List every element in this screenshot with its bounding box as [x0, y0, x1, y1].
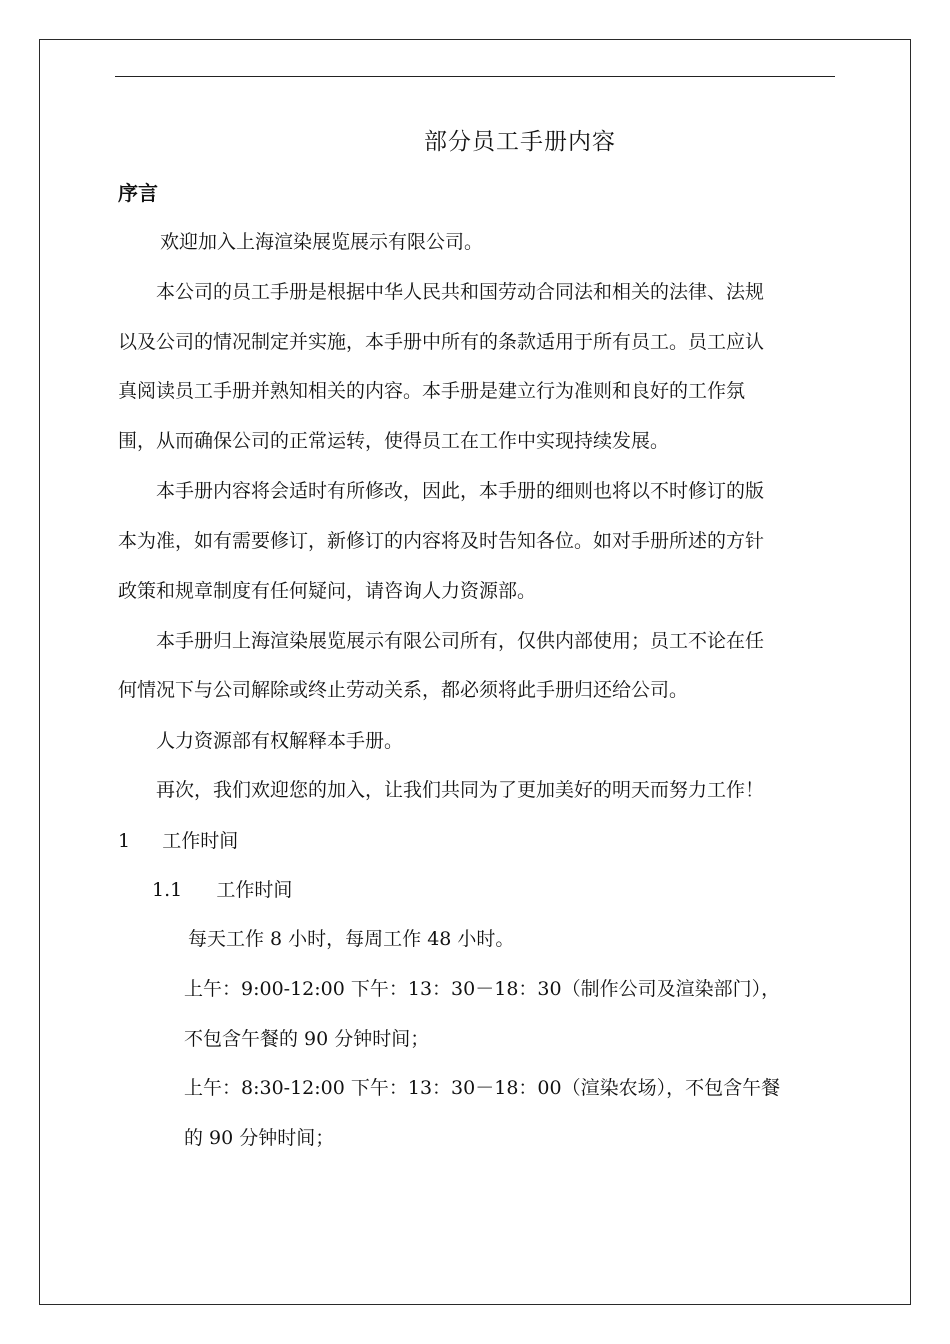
preface-line: 围，从而确保公司的正常运转，使得员工在工作中实现持续发展。 — [118, 430, 670, 452]
work-hours-line: 每天工作 8 小时，每周工作 48 小时。 — [188, 928, 515, 950]
preface-line: 本手册内容将会适时有所修改，因此，本手册的细则也将以不时修订的版 — [156, 480, 765, 502]
work-hours-line: 上午：9:00-12:00 下午：13：30－18：30（制作公司及渲染部门）， — [184, 978, 781, 1000]
preface-line: 本为准，如有需要修订，新修订的内容将及时告知各位。如对手册所述的方针 — [118, 530, 765, 552]
work-hours-line: 不包含午餐的 90 分钟时间； — [184, 1028, 430, 1050]
subsection-number: 1.1 — [152, 879, 183, 901]
subsection-heading — [152, 877, 292, 903]
work-hours-line: 上午：8:30-12:00 下午：13：30－18：00（渲染农场），不包含午餐 — [184, 1077, 781, 1099]
preface-line: 何情况下与公司解除或终止劳动关系，都必须将此手册归还给公司。 — [118, 679, 689, 701]
preface-line: 本公司的员工手册是根据中华人民共和国劳动合同法和相关的法律、法规 — [156, 281, 765, 303]
subsection-title: 工作时间 — [216, 879, 293, 901]
document-title: 部分员工手册内容 — [424, 129, 616, 155]
work-hours-line: 的 90 分钟时间； — [184, 1127, 335, 1149]
preface-line: 人力资源部有权解释本手册。 — [156, 730, 404, 752]
section-number: 1 — [118, 830, 131, 852]
header-rule — [115, 76, 835, 77]
preface-line: 欢迎加入上海渲染展览展示有限公司。 — [160, 231, 484, 253]
preface-line: 真阅读员工手册并熟知相关的内容。本手册是建立行为准则和良好的工作氛 — [118, 380, 746, 402]
preface-line: 本手册归上海渲染展览展示有限公司所有，仅供内部使用；员工不论在任 — [156, 630, 765, 652]
preface-heading: 序言 — [118, 181, 158, 205]
section-title: 工作时间 — [162, 830, 239, 852]
preface-line: 再次，我们欢迎您的加入，让我们共同为了更加美好的明天而努力工作！ — [156, 779, 765, 801]
preface-line: 以及公司的情况制定并实施，本手册中所有的条款适用于所有员工。员工应认 — [118, 331, 765, 353]
section-heading — [118, 828, 238, 854]
preface-line: 政策和规章制度有任何疑问，请咨询人力资源部。 — [118, 580, 537, 602]
